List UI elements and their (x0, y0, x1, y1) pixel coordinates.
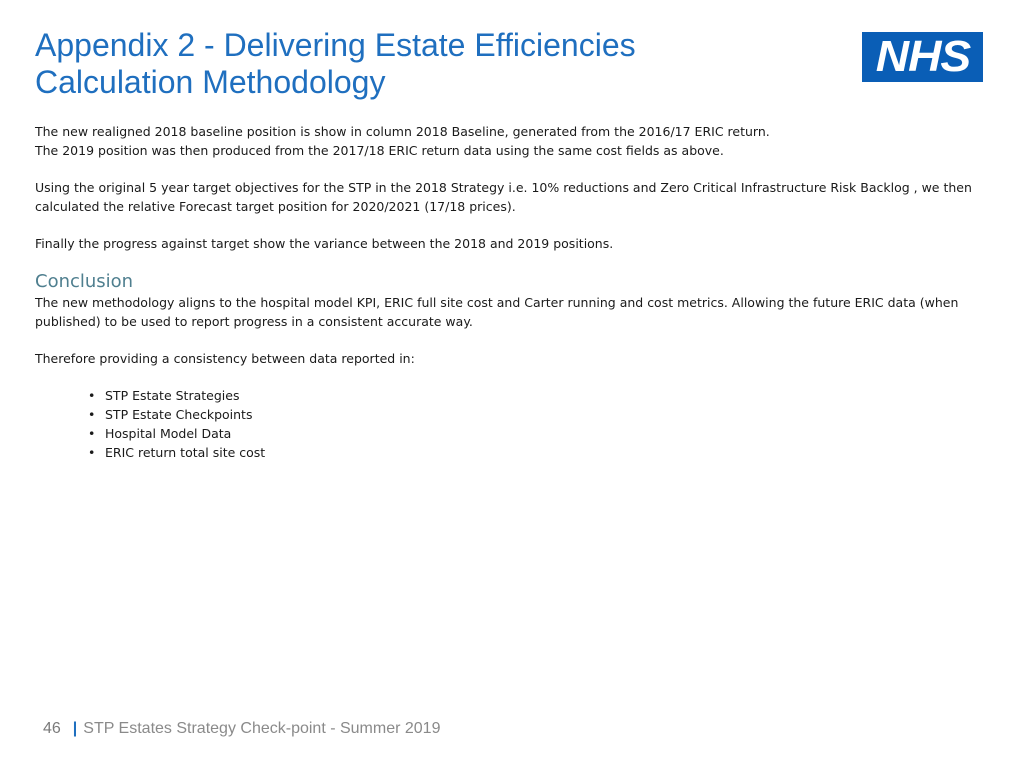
footer-text: STP Estates Strategy Check-point - Summer 2019 (83, 720, 441, 737)
bullet-icon: • (88, 407, 96, 422)
paragraph-consistency: Therefore providing a consistency between data reported in: (35, 351, 415, 366)
paragraph-progress: Finally the progress against target show the variance between the 2018 and 2019 positions. (35, 236, 614, 251)
list-item (85, 443, 985, 462)
nhs-logo-text: NHS (875, 32, 970, 81)
list-item (85, 424, 985, 443)
spacer (35, 368, 985, 386)
bullet-icon: • (88, 388, 96, 403)
list-item (85, 386, 985, 405)
list-item-text: ERIC return total site cost (105, 445, 266, 460)
page-title-line-2: Calculation Methodology (35, 64, 386, 100)
nhs-logo (862, 32, 983, 82)
spacer (35, 253, 985, 271)
page-title (35, 27, 636, 101)
bullet-icon: • (88, 445, 96, 460)
list-item-text: STP Estate Strategies (105, 388, 240, 403)
spacer (35, 160, 985, 178)
paragraph-baseline-line-1: The new realigned 2018 baseline position is show in column 2018 Baseline, generated from the 2016/17 ERIC return. (35, 124, 770, 139)
list-item-text: Hospital Model Data (105, 426, 232, 441)
paragraph-baseline-line-2: The 2019 position was then produced from the 2017/18 ERIC return data using the same cost fields as above. (35, 143, 724, 158)
spacer (35, 216, 985, 234)
footer-separator: | (72, 720, 78, 737)
bullet-icon: • (88, 426, 96, 441)
page-number: 46 (43, 720, 61, 737)
bullet-list (35, 386, 985, 462)
footer (43, 720, 440, 738)
conclusion-heading: Conclusion (35, 271, 134, 292)
content-body (35, 122, 985, 462)
paragraph-methodology: The new methodology aligns to the hospital model KPI, ERIC full site cost and Carter running and cost metrics. Allowing the future ERIC data (when published) to be used to report progress in a consistent accurate way. (35, 295, 959, 329)
list-item (85, 405, 985, 424)
page-title-line-1: Appendix 2 - Delivering Estate Efficiencies (35, 27, 636, 63)
spacer (35, 331, 985, 349)
list-item-text: STP Estate Checkpoints (105, 407, 253, 422)
paragraph-targets: Using the original 5 year target objectives for the STP in the 2018 Strategy i.e. 10% reductions and Zero Critical Infrastructure Risk Backlog , we then calculated the relative Forecast target position for 2020/2021 (17/18 prices). (35, 180, 972, 214)
